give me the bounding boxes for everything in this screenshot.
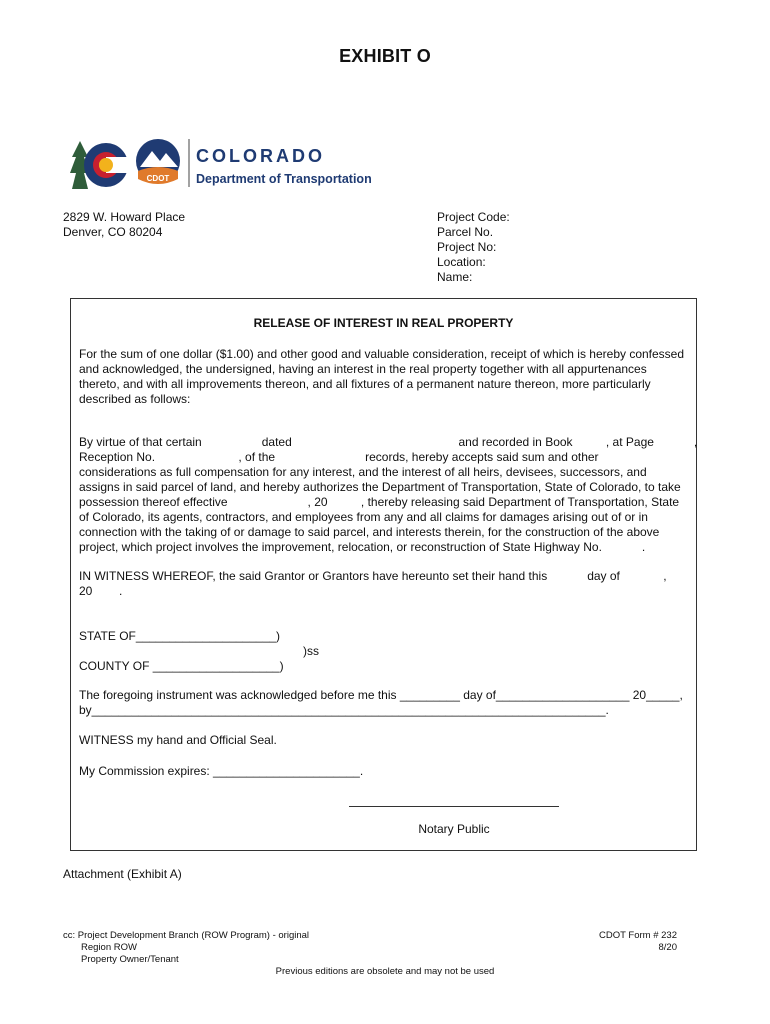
in-witness-paragraph bbox=[79, 569, 688, 599]
cdot-badge-text: CDOT bbox=[146, 174, 170, 183]
acknowledgment-paragraph bbox=[79, 688, 688, 718]
in-witness-line-1: IN WITNESS WHEREOF, the said Grantor or Grantors have hereunto set their hand this day of , bbox=[79, 569, 667, 583]
obsolete-note: Previous editions are obsolete and may not be used bbox=[275, 966, 495, 977]
logo-department: Department of Transportation bbox=[196, 172, 372, 186]
notary-public-label: Notary Public bbox=[418, 822, 490, 836]
project-no-label: Project No: bbox=[437, 240, 497, 254]
commission-expires-line: My Commission expires: ______________________. bbox=[79, 764, 364, 778]
cdot-logo bbox=[68, 133, 388, 198]
authorization-line-2: Reception No. , of the records, hereby accepts said sum and other bbox=[79, 450, 599, 464]
authorization-paragraph bbox=[79, 435, 698, 555]
cdot-address bbox=[63, 210, 185, 240]
release-form-box bbox=[70, 298, 697, 851]
ss-line: )ss bbox=[303, 644, 319, 658]
acknowledgment-line-2: by_____________________________________________________________________________. bbox=[79, 703, 609, 717]
cc-list bbox=[63, 930, 309, 966]
name-label: Name: bbox=[437, 270, 473, 284]
acknowledgment-line-1: The foregoing instrument was acknowledged before me this _________ day of____________________ 20_____, bbox=[79, 688, 683, 702]
state-line: STATE OF_____________________) bbox=[79, 629, 281, 643]
attachment-label: Attachment (Exhibit A) bbox=[63, 867, 182, 881]
parcel-no-label: Parcel No. bbox=[437, 225, 494, 239]
form-date: 8/20 bbox=[658, 942, 677, 953]
cdot-logo-graphic bbox=[68, 133, 388, 193]
authorization-rest: considerations as full compensation for any interest, and the interest of all heirs, devisees, successors, and assigns in said parcel of land, and hereby authorizes the Department of Transportation, State of Colorado, to take possession thereof effective , 20 , thereby releasing said Department of Transportation, State of Colorado, its agents, contractors, and employees from any and all claims for damages arising out of or in connection with the taking of or damage to said parcel, and interests therein, for the construction of the above project, which project involves the improvement, relocation, or reconstruction of State Highway No. . bbox=[79, 465, 685, 554]
project-code-label: Project Code: bbox=[437, 210, 510, 224]
location-label: Location: bbox=[437, 255, 486, 269]
form-number-block bbox=[599, 930, 677, 954]
witness-seal-line: WITNESS my hand and Official Seal. bbox=[79, 733, 277, 747]
in-witness-line-2: 20 . bbox=[79, 584, 123, 598]
cc-line-3: Property Owner/Tenant bbox=[81, 954, 179, 965]
form-number: CDOT Form # 232 bbox=[599, 930, 677, 941]
cc-line-1: cc: Project Development Branch (ROW Program) - original bbox=[63, 930, 310, 941]
cc-line-2: Region ROW bbox=[81, 942, 137, 953]
consideration-paragraph: For the sum of one dollar ($1.00) and other good and valuable consideration, receipt of which is hereby confessed and acknowledged, the undersigned, having an interest in the real property together with all appurtenances thereto, and with all improvements thereon, and all fixtures of a permanent nature thereon, more particularly described as follows: bbox=[79, 347, 685, 406]
release-title: RELEASE OF INTEREST IN REAL PROPERTY bbox=[253, 316, 514, 330]
logo-wordmark: COLORADO bbox=[196, 146, 325, 166]
county-line: COUNTY OF ___________________) bbox=[79, 659, 284, 673]
address-line-2: Denver, CO 80204 bbox=[63, 225, 163, 239]
authorization-line-1: By virtue of that certain dated and recorded in Book , at Page , bbox=[79, 435, 698, 449]
state-county-block bbox=[79, 629, 688, 674]
address-line-1: 2829 W. Howard Place bbox=[63, 210, 186, 224]
notary-signature-line bbox=[349, 806, 559, 807]
exhibit-title: EXHIBIT O bbox=[339, 46, 431, 66]
project-fields bbox=[437, 210, 510, 285]
